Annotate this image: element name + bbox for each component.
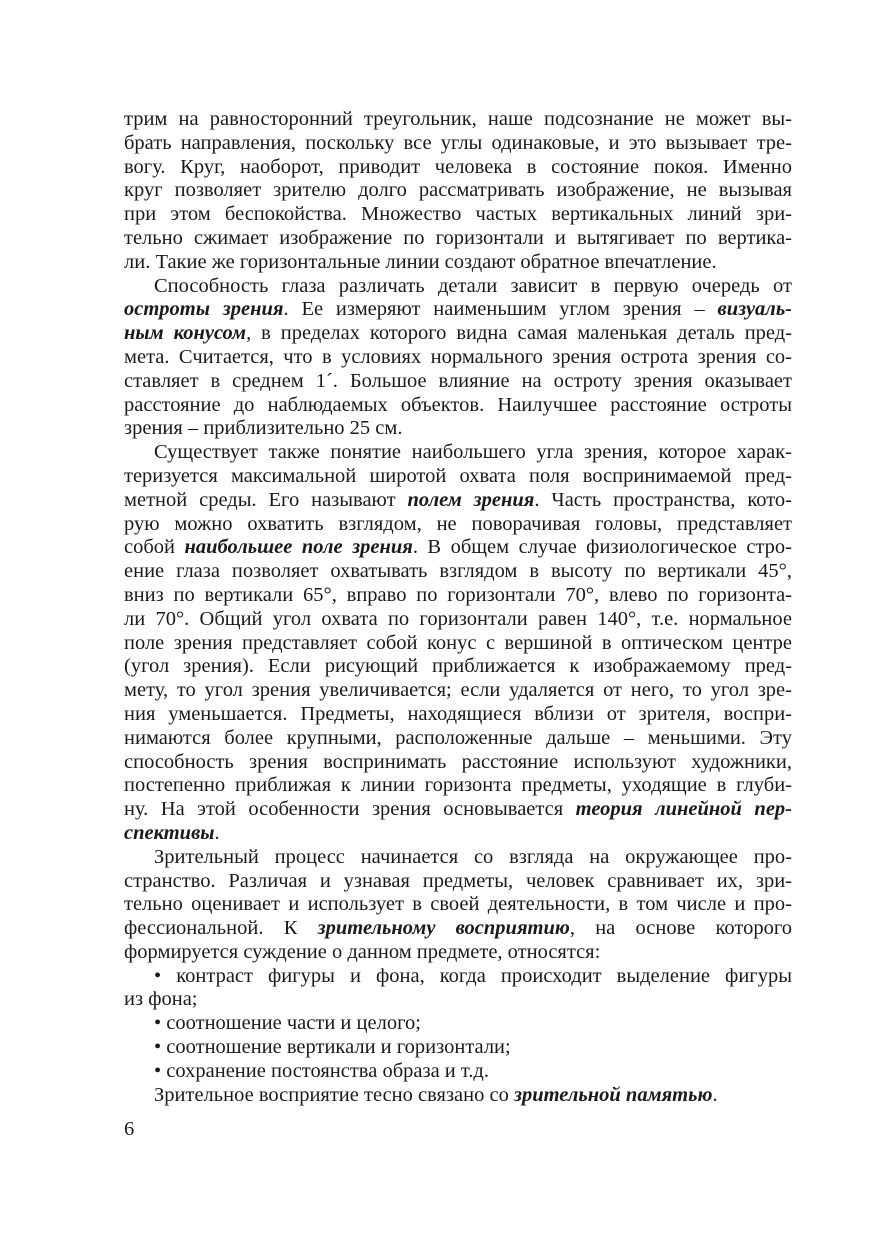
text-run: .	[214, 821, 220, 844]
emphasized-term: остроты зрения	[124, 298, 284, 321]
text-run: вогу. Круг, наоборот, приводит человека в состояние покоя. Именно	[124, 155, 792, 178]
text-line	[124, 275, 792, 299]
text-run: • соотношение вертикали и горизонтали;	[154, 1036, 511, 1059]
text-line	[124, 893, 792, 917]
page-body	[124, 108, 792, 1107]
text-run: Способность глаза различать детали зависит в первую очередь от	[154, 274, 792, 297]
text-run: ну. На этой особенности зрения основывается	[124, 798, 576, 821]
text-run: нимаются более крупными, расположенные дальше – меньшими. Эту	[124, 726, 792, 749]
text-line	[124, 179, 792, 203]
text-line	[124, 489, 792, 513]
text-line	[124, 513, 792, 537]
text-line	[124, 346, 792, 370]
text-line	[124, 441, 792, 465]
text-run: • сохранение постоянства образа и т.д.	[154, 1059, 489, 1082]
text-run: формируется суждение о данном предмете, относятся:	[124, 940, 601, 963]
text-run: постепенно приближая к линии горизонта предметы, уходящие в глуби-	[124, 774, 792, 797]
text-run: странство. Различая и узнавая предметы, человек сравнивает их, зри-	[124, 869, 792, 892]
text-line	[124, 655, 792, 679]
text-line	[124, 822, 792, 846]
text-line	[124, 965, 792, 989]
emphasized-term: ным конусом	[124, 322, 247, 345]
text-line	[124, 608, 792, 632]
text-run: , в пределах которого видна самая маленькая деталь пред-	[246, 322, 793, 345]
text-run: тельно оценивает и использует в своей деятельности, в том числе и про-	[124, 893, 792, 916]
text-line	[124, 727, 792, 751]
text-run: фессиональной. К	[124, 917, 318, 940]
text-line	[124, 1036, 792, 1060]
text-run: рую можно охватить взглядом, не поворачивая головы, представляет	[124, 512, 792, 535]
emphasized-term: наибольшее поле зрения	[184, 536, 413, 559]
text-run: ение глаза позволяет охватывать взглядом в высоту по вертикали 45°,	[124, 560, 792, 583]
text-line	[124, 560, 792, 584]
text-run: способность зрения воспринимать расстояние используют художники,	[124, 750, 792, 773]
text-line	[124, 870, 792, 894]
text-run: мета. Считается, что в условиях нормального зрения острота зрения со-	[124, 345, 792, 368]
text-run: • соотношение части и целого;	[154, 1012, 421, 1035]
text-line	[124, 108, 792, 132]
text-line	[124, 751, 792, 775]
text-line	[124, 1012, 792, 1036]
text-line	[124, 156, 792, 180]
text-line	[124, 917, 792, 941]
emphasized-term: зрительному восприятию	[317, 917, 570, 940]
text-line	[124, 370, 792, 394]
text-run: .	[712, 1083, 718, 1106]
text-line	[124, 941, 792, 965]
text-run: Зрительный процесс начинается со взгляда на окружающее про-	[154, 845, 792, 868]
text-run: • контраст фигуры и фона, когда происходит выделение фигуры	[154, 964, 792, 987]
text-run: . Ее измеряют наименьшим углом зрения –	[283, 298, 718, 321]
text-line	[124, 632, 792, 656]
text-run: , на основе которого	[569, 917, 792, 940]
text-line	[124, 1060, 792, 1084]
text-run: ставляет в среднем 1´. Большое влияние на остроту зрения оказывает	[124, 369, 792, 392]
text-run: поле зрения представляет собой конус с вершиной в оптическом центре	[124, 631, 792, 654]
text-run: из фона;	[124, 988, 198, 1011]
text-run: расстояние до наблюдаемых объектов. Наилучшее расстояние остроты	[124, 393, 792, 416]
text-line	[124, 132, 792, 156]
text-line	[124, 584, 792, 608]
text-line	[124, 536, 792, 560]
text-line	[124, 417, 792, 441]
text-run: Существует также понятие наибольшего угла зрения, которое харак-	[154, 441, 792, 464]
emphasized-term: визуаль-	[717, 298, 793, 321]
text-line	[124, 1084, 792, 1108]
text-run: Зрительное восприятие тесно связано со	[154, 1083, 514, 1106]
emphasized-term: полем зрения	[407, 488, 535, 511]
text-line	[124, 988, 792, 1012]
emphasized-term: спективы	[124, 821, 215, 844]
text-line	[124, 251, 792, 275]
text-run: ния уменьшается. Предметы, находящиеся вблизи от зрителя, воспри-	[124, 702, 792, 725]
text-run: зрения – приблизительно 25 см.	[124, 417, 403, 440]
text-line	[124, 203, 792, 227]
text-run: вниз по вертикали 65°, вправо по горизонтали 70°, влево по горизонта-	[124, 583, 792, 606]
text-run: при этом беспокойства. Множество частых вертикальных линий зри-	[124, 203, 792, 226]
text-line	[124, 322, 792, 346]
emphasized-term: теория линейной пер-	[575, 798, 792, 821]
text-run: собой	[124, 536, 185, 559]
text-run: метной среды. Его называют	[124, 488, 408, 511]
text-run: ли 70°. Общий угол охвата по горизонтали равен 140°, т.е. нормальное	[124, 607, 792, 630]
text-run: теризуется максимальной широтой охвата поля воспринимаемой пред-	[124, 464, 792, 487]
text-line	[124, 679, 792, 703]
text-run: . Часть пространства, кото-	[534, 488, 792, 511]
text-run: ли. Такие же горизонтальные линии создают обратное впечатление.	[124, 250, 717, 273]
text-line	[124, 774, 792, 798]
text-run: мету, то угол зрения увеличивается; если удаляется от него, то угол зре-	[124, 679, 792, 702]
emphasized-term: зрительной памятью	[513, 1083, 713, 1106]
text-line	[124, 298, 792, 322]
text-run: трим на равносторонний треугольник, наше подсознание не может вы-	[124, 108, 792, 130]
text-run: . В общем случае физиологическое стро-	[412, 536, 792, 559]
text-line	[124, 846, 792, 870]
text-line	[124, 465, 792, 489]
text-run: (угол зрения). Если рисующий приближается к изображаемому пред-	[124, 655, 792, 678]
text-run: брать направления, поскольку все углы одинаковые, и это вызывает тре-	[124, 131, 792, 154]
text-line	[124, 394, 792, 418]
text-line	[124, 703, 792, 727]
text-run: тельно сжимает изображение по горизонтали и вытягивает по вертика-	[124, 226, 792, 249]
text-line	[124, 227, 792, 251]
text-run: круг позволяет зрителю долго рассматривать изображение, не вызывая	[124, 179, 792, 202]
text-line	[124, 798, 792, 822]
page-number: 6	[124, 1118, 135, 1140]
